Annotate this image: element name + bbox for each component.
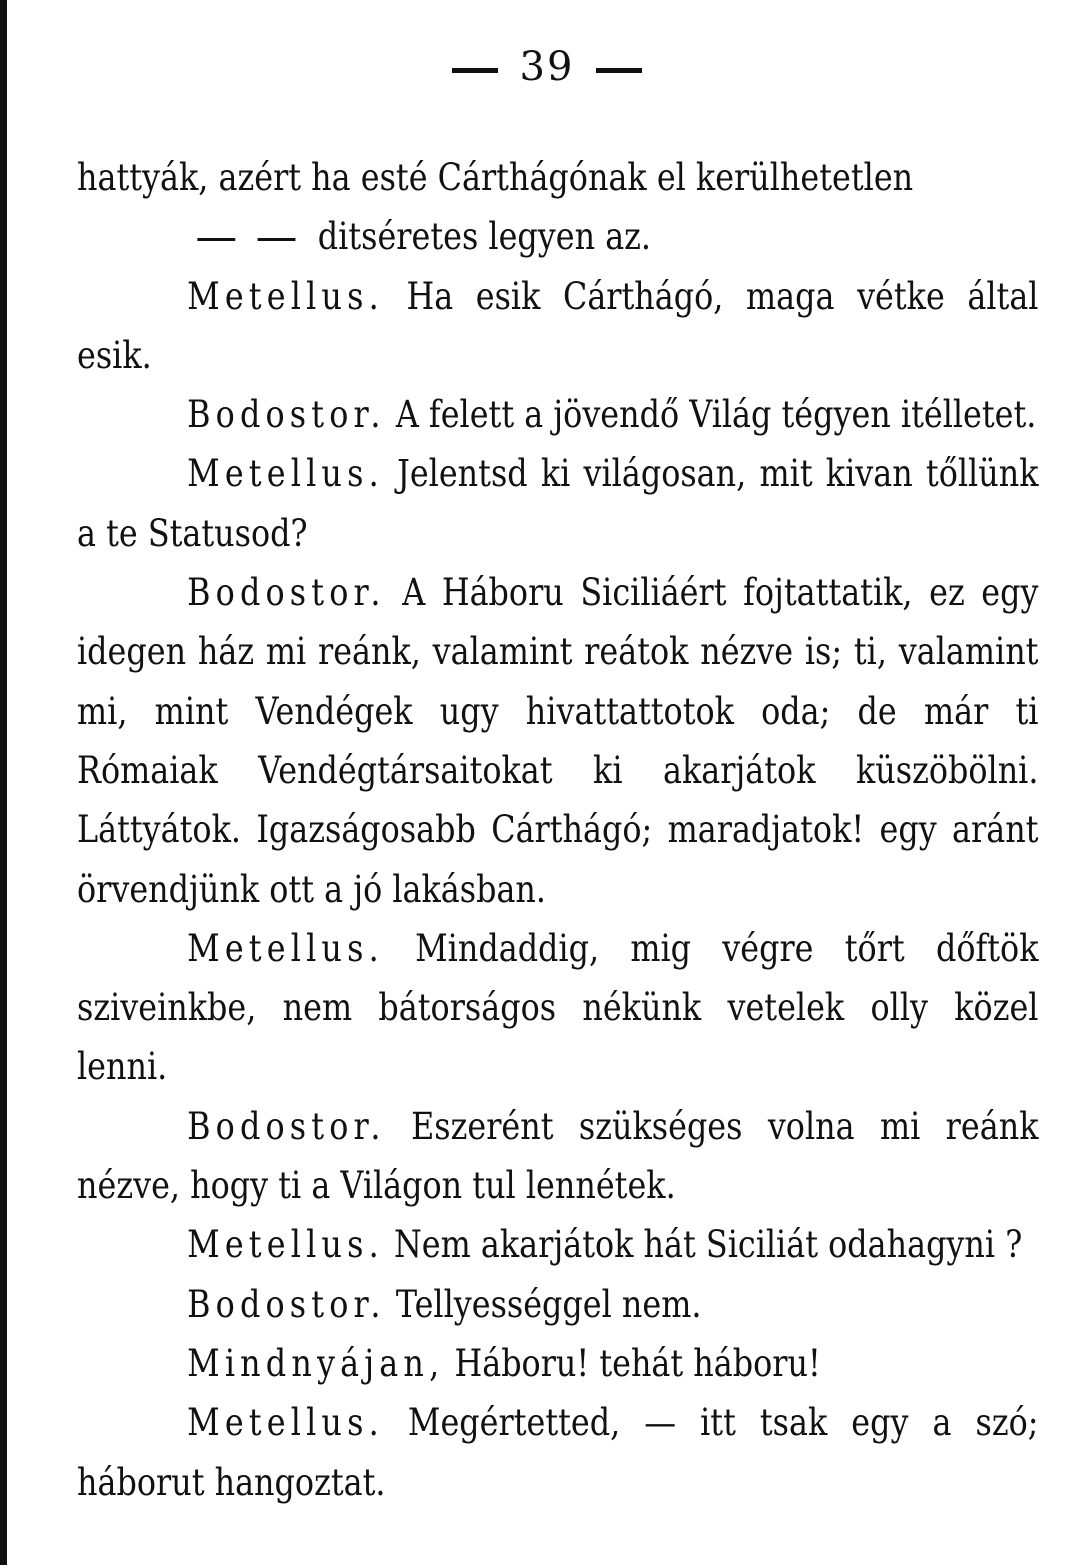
speech-text: Mindaddig, mig végre tőrt dőftök sziveinkbe, nem bátorságos nékünk vetelek olly közel lenni. [77, 926, 1039, 1089]
speech-bodostor-3 [77, 1097, 1038, 1216]
speech-metellus-1 [77, 267, 1038, 386]
speaker-name: Bodostor. [187, 1282, 386, 1326]
speech-text: Eszerént szükséges volna mi reánk nézve, hogy ti a Világon tul lennétek. [77, 1104, 1039, 1208]
speaker-name: Metellus. [187, 274, 384, 318]
page-body [77, 148, 1039, 1512]
speaker-name: Bodostor. [187, 393, 386, 437]
speaker-name: Bodostor. [187, 1104, 386, 1148]
speech-text: Tellyességgel nem. [395, 1282, 702, 1326]
speech-text: A felett a jövendő Világ tégyen itélletet. [395, 393, 1037, 437]
speaker-name: Metellus. [187, 452, 384, 496]
line-text: ditséretes legyen az. [317, 215, 652, 259]
speech-bodostor-2 [77, 563, 1038, 919]
paragraph-opening [77, 148, 1038, 207]
speech-bodostor-1 [77, 385, 1038, 444]
speech-metellus-3 [77, 919, 1038, 1097]
speech-metellus-5 [77, 1393, 1038, 1512]
continuation-dash [258, 238, 296, 241]
page-header [7, 44, 1080, 90]
continuation-dash [197, 238, 235, 241]
speaker-name: Metellus. [187, 1223, 384, 1267]
speech-bodostor-4 [77, 1275, 1038, 1334]
speech-metellus-2 [77, 444, 1038, 563]
paragraph-continuation [77, 207, 1038, 266]
speech-text: Jelentsd ki világosan, mit kivan tőllünk a te Statusod? [77, 452, 1039, 555]
speaker-name: Metellus. [187, 926, 384, 970]
speech-text: Háboru! tehát háboru! [454, 1341, 821, 1385]
header-dash-left [452, 68, 498, 73]
speech-metellus-4 [77, 1215, 1038, 1274]
speech-text: Ha esik Cárthágó, maga vétke által esik. [77, 274, 1039, 377]
page-number: 39 [519, 44, 575, 90]
speech-all [77, 1334, 1038, 1393]
speech-text: Nem akarjátok hát Siciliát odahagyni ? [393, 1223, 1023, 1267]
speech-text: Megértetted, — itt tsak egy a szó; háborut hangoztat. [77, 1401, 1039, 1504]
speaker-name: Metellus. [187, 1401, 384, 1445]
speech-text: A Háboru Siciliáért fojtattatik, ez egy idegen ház mi reánk, valamint reátok nézve is; ti, valamint mi, mint Vendégek ugy hivattattotok oda; de már ti Rómaiak Vendégtársaitokat ki akarjátok küszöbölni. Láttyátok. Igazságosabb Cárthágó; maradjatok! egy aránt örvendjünk ott a jó lakásban. [77, 571, 1039, 911]
speaker-name: Mindnyájan, [187, 1341, 445, 1385]
header-dash-right [596, 68, 642, 73]
line-text: hattyák, azért ha esté Cárthágónak el kerülhetetlen [77, 156, 914, 199]
speaker-name: Bodostor. [187, 571, 386, 615]
